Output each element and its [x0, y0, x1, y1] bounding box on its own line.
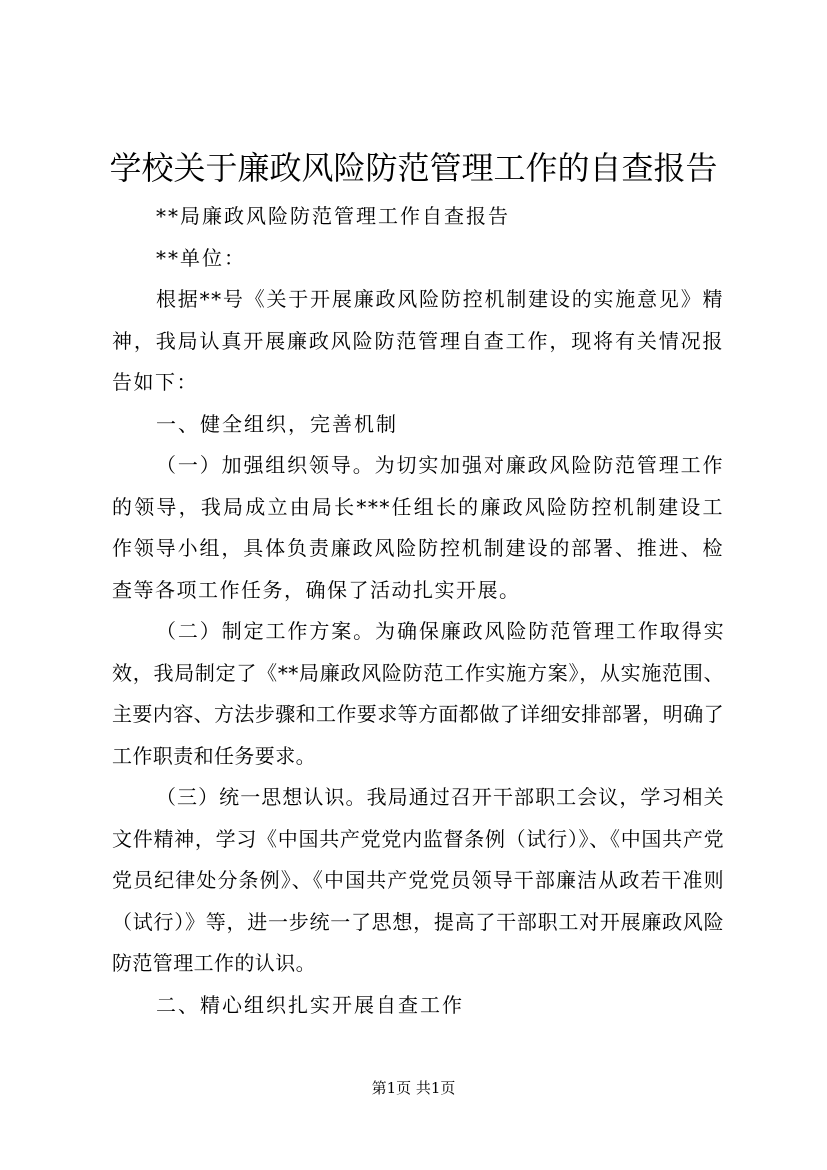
- paragraph-1-1: （一）加强组织领导。为切实加强对廉政风险防范管理工作的领导，我局成立由局长***任组长的廉政风险防控机制建设工作领导小组，具体负责廉政风险防控机制建设的部署、推进、检查等各项工作任务，确保了活动扎实开展。: [112, 453, 724, 602]
- document-title: 学校关于廉政风险防范管理工作的自查报告: [109, 149, 718, 187]
- section-heading-1: 一、健全组织，完善机制: [156, 411, 398, 436]
- paragraph-1-2: （二）制定工作方案。为确保廉政风险防范管理工作取得实效，我局制定了《**局廉政风险防范工作实施方案》，从实施范围、主要内容、方法步骤和工作要求等方面都做了详细安排部署，明确了工作职责和任务要求。: [112, 619, 724, 768]
- page-footer: 第1页 共1页: [371, 1079, 456, 1097]
- section-heading-2: 二、精心组织扎实开展自查工作: [156, 992, 464, 1017]
- paragraph-1-3: （三）统一思想认识。我局通过召开干部职工会议，学习相关文件精神，学习《中国共产党党内监督条例（试行）》、《中国共产党党员纪律处分条例》、《中国共产党党员领导干部廉洁从政若干准则（试行）》等，进一步统一了思想，提高了干部职工对开展廉政风险防范管理工作的认识。: [112, 785, 724, 975]
- recipient-line: **单位：: [156, 245, 246, 270]
- report-subtitle: **局廉政风险防范管理工作自查报告: [156, 204, 510, 228]
- intro-paragraph: 根据**号《关于开展廉政风险防控机制建设的实施意见》精神，我局认真开展廉政风险防范管理自查工作，现将有关情况报告如下：: [112, 287, 724, 394]
- document-body: [112, 196, 724, 1026]
